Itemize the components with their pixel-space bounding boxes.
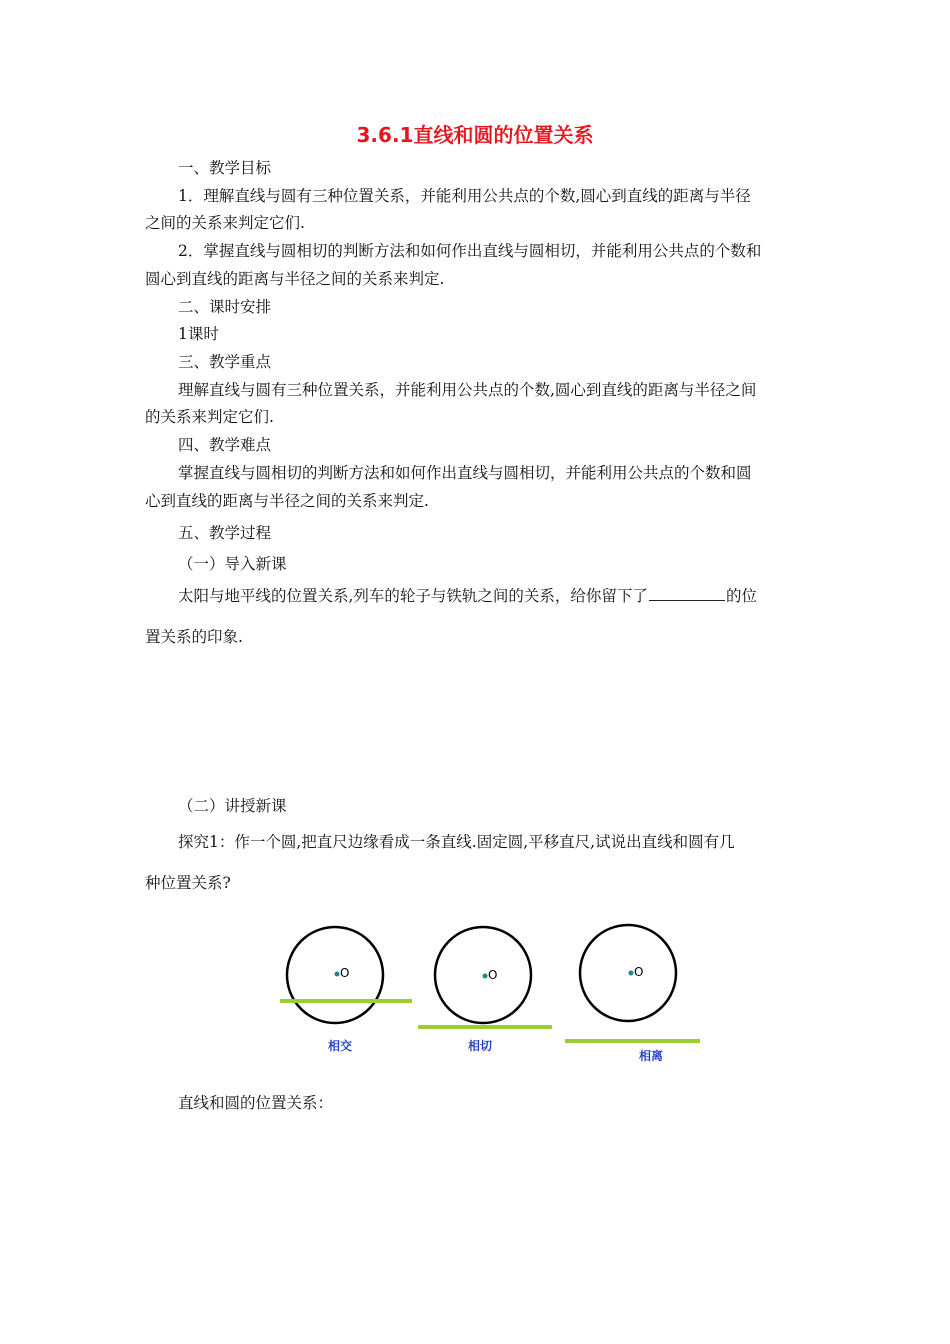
- explore-line-1: 探究1：作一个圆,把直尺边缘看成一条直线.固定圆,平移直尺,试说出直线和圆有几: [178, 833, 735, 851]
- key-points-line-1: 理解直线与圆有三种位置关系，并能利用公共点的个数,圆心到直线的距离与半径之间: [178, 381, 757, 399]
- figure-separate: [565, 925, 700, 1063]
- label-separate: 相离: [638, 1049, 664, 1063]
- intro-line-2: 置关系的印象.: [145, 628, 243, 646]
- center-label: O: [488, 968, 498, 982]
- section-heading-process: 五、教学过程: [178, 524, 272, 542]
- center-dot-icon: [335, 972, 340, 977]
- label-tangent: 相切: [467, 1039, 493, 1053]
- schedule-body: 1课时: [178, 325, 219, 343]
- subsection-heading-intro: （一）导入新课: [178, 555, 287, 573]
- intro-line-1-tail: 的位: [725, 587, 757, 605]
- figure-tangent: [418, 927, 552, 1053]
- line-circle-relation-figure: [270, 915, 710, 1070]
- center-label: O: [340, 966, 350, 980]
- closing-line: 直线和圆的位置关系：: [178, 1094, 334, 1112]
- section-heading-schedule: 二、课时安排: [178, 298, 272, 316]
- difficulties-line-1: 掌握直线与圆相切的判断方法和如何作出直线与圆相切，并能利用公共点的个数和圆: [178, 464, 752, 482]
- subsection-heading-new-lesson: （二）讲授新课: [178, 797, 287, 815]
- center-label: O: [634, 965, 644, 979]
- objective-1-line-1: 1．理解直线与圆有三种位置关系，并能利用公共点的个数,圆心到直线的距离与半径: [178, 187, 751, 205]
- intro-line-1: [178, 586, 757, 606]
- center-dot-icon: [629, 971, 634, 976]
- figure-intersect: [280, 927, 412, 1053]
- label-intersect: 相交: [327, 1039, 353, 1053]
- fill-in-blank[interactable]: [649, 586, 725, 601]
- center-dot-icon: [483, 974, 488, 979]
- key-points-line-2: 的关系来判定它们.: [145, 408, 274, 426]
- objective-2-line-2: 圆心到直线的距离与半径之间的关系来判定.: [145, 270, 445, 288]
- explore-line-2: 种位置关系?: [145, 874, 231, 892]
- objective-1-line-2: 之间的关系来判定它们.: [145, 214, 305, 232]
- section-heading-objectives: 一、教学目标: [178, 159, 272, 177]
- circle-separate: [580, 925, 676, 1021]
- section-heading-difficulties: 四、教学难点: [178, 436, 272, 454]
- objective-2-line-1: 2．掌握直线与圆相切的判断方法和如何作出直线与圆相切，并能利用公共点的个数和: [178, 242, 762, 260]
- section-heading-key-points: 三、教学重点: [178, 353, 272, 371]
- difficulties-line-2: 心到直线的距离与半径之间的关系来判定.: [145, 492, 429, 510]
- intro-line-1-text: 太阳与地平线的位置关系,列车的轮子与铁轨之间的关系，给你留下了: [178, 587, 648, 605]
- document-title: 3.6.1直线和圆的位置关系: [356, 123, 594, 147]
